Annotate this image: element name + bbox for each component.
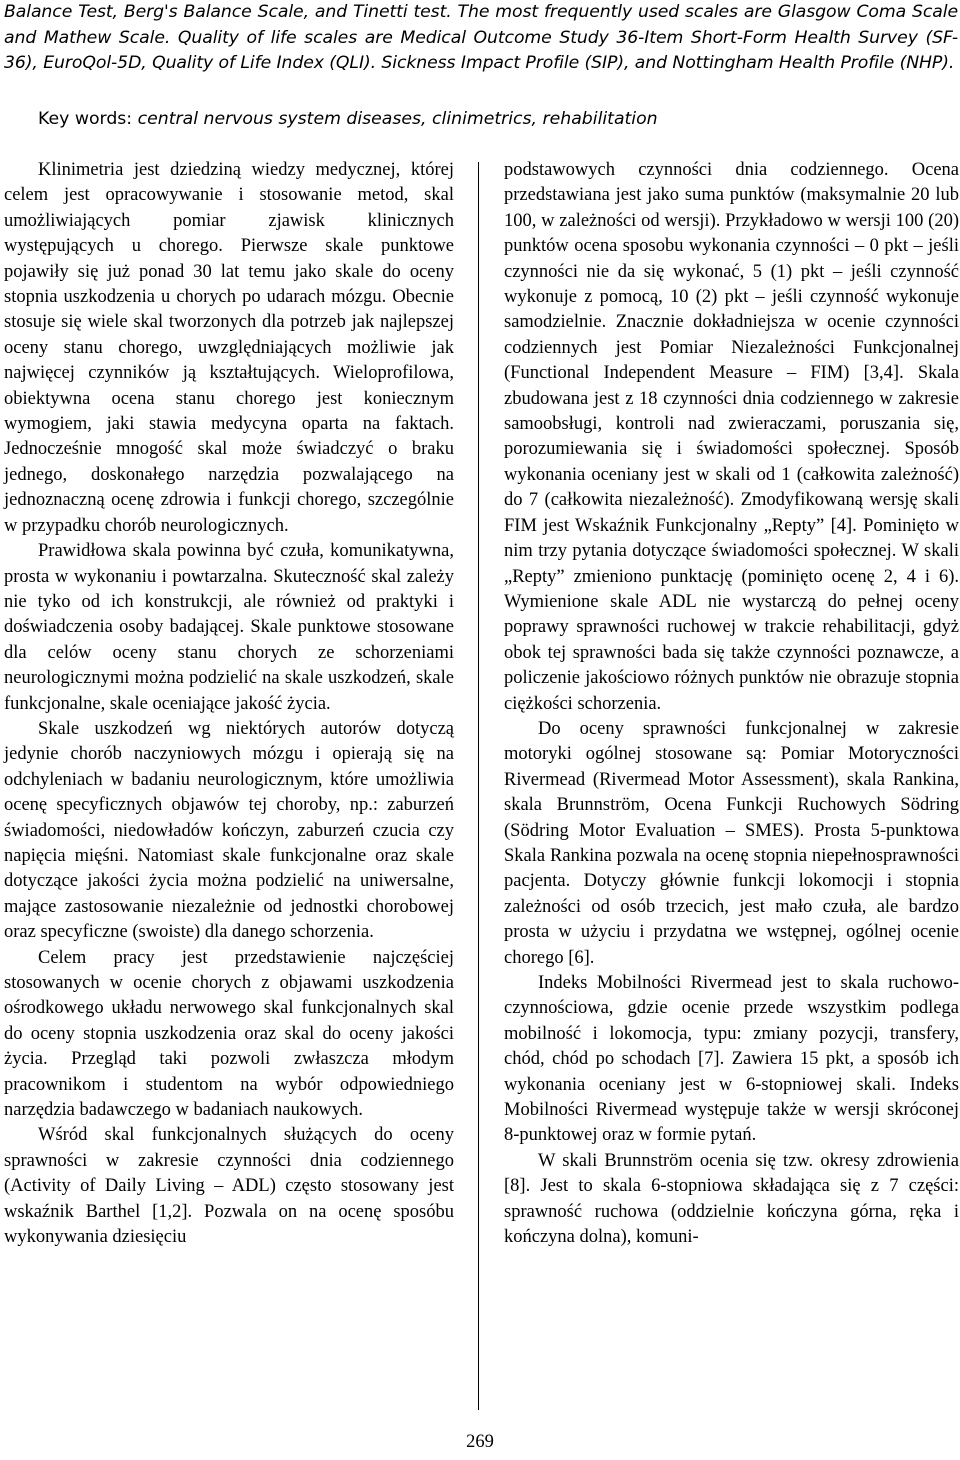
paragraph: Prawidłowa skala powinna być czuła, komunikatywna, prosta w wykonaniu i powtarzalna. Skuteczność skal zależy nie tyko od ich konstrukcji, ale również od praktyki i doświadczenia osoby badającej. Skale punktowe stosowane dla celów oceny stanu chorych ze schorzeniami neurologicznymi można podzielić na skale uszkodzeń, skale funkcjonalne, skale oceniające jakość życia. xyxy=(4,541,454,714)
paragraph: W skali Brunnström ocenia się tzw. okresy zdrowienia [8]. Jest to skala 6-stopniowa składająca się z 7 części: sprawność ruchowa (oddzielnie kończyna górna, ręka i kończyna dolna), komuni- xyxy=(504,1150,959,1248)
paragraph: Klinimetria jest dziedziną wiedzy medycznej, której celem jest opracowywanie i stosowanie metod, skal umożliwiających pomiar zjawisk klinicznych występujących u chorego. Pierwsze skale punktowe pojawiły się już ponad 30 lat temu jako skale do oceny stopnia uszkodzenia u chorych po udarach mózgu. Obecnie stosuje się wiele skal tworzonych dla potrzeb jak najlepszej oceny stanu chorego, uwzględniających możliwie jak najwięcej czynników ją kształtujących. Wieloprofilowa, obiektywna ocena stanu chorego jest koniecznym wymogiem, jaki stawia medycyna oparta na faktach. Jednocześnie mnogość skal może świadczyć o braku jednego, doskonałego narzędzia pozwalającego na jednoznaczną ocenę zdrowia i funkcji chorego, szczególnie w przypadku chorób neurologicznych. xyxy=(4,160,454,536)
column-divider xyxy=(478,162,479,1410)
keywords-text: central nervous system diseases, clinimetrics, rehabilitation xyxy=(137,109,658,129)
paragraph: podstawowych czynności dnia codziennego. Ocena przedstawiana jest jako suma punktów (maksymalnie 20 lub 100, w zależności od wersji). Przykładowo w wersji 100 (20) punktów ocena sposobu wykonania czynności – 0 pkt – jeśli czynności nie da się wykonać, 5 (1) pkt – jeśli czynność wykonuje z pomocą, 10 (2) pkt – jeśli czynność wykonuje samodzielnie. Znacznie dokładniejsza w ocenie czynności codziennych jest Pomiar Niezależności Funkcjonalnej (Functional Independent Measure – FIM) [3,4]. Skala zbudowana jest z 18 czynności dnia codziennego w zakresie samoobsługi, kontroli nad zwieraczami, poruszania się, porozumiewania się i świadomości społecznej. Sposób wykonania oceniany jest w skali od 1 (całkowita zależność) do 7 (całkowita niezależność). Zmodyfikowaną wersję skali FIM jest Wskaźnik Funkcjonalny „Repty” [4]. Pominięto w nim trzy pytania dotyczące świadomości społecznej. W skali „Repty” zmieniono punktację (pominięto ocenę 2, 4 i 6). Wymienione skale ADL nie wystarczą do pełnej oceny poprawy sprawności ruchowej w trakcie rehabilitacji, gdyż obok tej sprawności bada się także czynności poznawcze, a policzenie jakościowo różnych punktów nie obrazuje stopnia ciężkości schorzenia. xyxy=(504,160,959,714)
right-column xyxy=(504,158,959,1250)
paragraph: Indeks Mobilności Rivermead jest to skala ruchowo-czynnościowa, gdzie ocenie przede wszystkim podlega mobilność i lokomocja, typu: zmiany pozycji, transfery, chód, chód po schodach [7]. Zawiera 15 pkt, a sposób ich wykonania oceniany jest w 6-stopniowej skali. Indeks Mobilności Rivermead występuje także w wersji skróconej 8-punktowej oraz w formie pytań. xyxy=(504,973,959,1146)
keywords-label: Key words: xyxy=(38,109,133,129)
paragraph: Skale uszkodzeń wg niektórych autorów dotyczą jedynie chorób naczyniowych mózgu i opierają się na odchyleniach w badaniu neurologicznym, które umożliwia ocenę specyficznych objawów tej choroby, np.: zaburzeń świadomości, niedowładów kończyn, zaburzeń czucia czy napięcia mięśni. Natomiast skale funkcjonalne oraz skale dotyczące jakości życia można podzielić na uniwersalne, mające zastosowanie niezależnie od jednostki chorobowej oraz specyficzne (swoiste) dla danego schorzenia. xyxy=(4,718,454,943)
paragraph: Wśród skal funkcjonalnych służących do oceny sprawności w zakresie czynności dnia codziennego (Activity of Daily Living – ADL) często stosowany jest wskaźnik Barthel [1,2]. Pozwala on na ocenę sposóbu wykonywania dziesięciu xyxy=(4,1125,454,1248)
left-column xyxy=(4,158,454,1250)
paragraph: Do oceny sprawności funkcjonalnej w zakresie motoryki ogólnej stosowane są: Pomiar Motoryczności Rivermead (Rivermead Motor Assessment), skala Rankina, skala Brunnström, Ocena Funkcji Ruchowych Södring (Södring Motor Evaluation – SMES). Prosta 5-punktowa Skala Rankina pozwala na ocenę stopnia niepełnosprawności pacjenta. Dotyczy głównie funkcji lokomocji i stopnia zależności od osób trzecich, jest mało czuła, ale bardzo prosta w użyciu i przydatna we wstępnej, ogólnej ocenie chorego [6]. xyxy=(504,718,959,968)
keywords xyxy=(4,107,958,132)
page-number: 269 xyxy=(466,1432,494,1452)
abstract-tail: Balance Test, Berg's Balance Scale, and Tinetti test. The most frequently used scales are Glasgow Coma Scale and Mathew Scale. Quality of life scales are Medical Outcome Study 36-Item Short-Form Health Survey (SF-36), EuroQol-5D, Quality of Life Index (QLI). Sickness Impact Profile (SIP), and Nottingham Health Profile (NHP). xyxy=(4,2,958,73)
paragraph: Celem pracy jest przedstawienie najczęściej stosowanych w ocenie chorych z objawami uszkodzenia ośrodkowego układu nerwowego skal funkcjonalnych skal do oceny stopnia uszkodzenia oraz skal do oceny jakości życia. Przegląd taki pozwoli zwłaszcza młodym pracownikom i studentom na wybór odpowiedniego narzędzia badawczego w badaniach naukowych. xyxy=(4,947,454,1121)
